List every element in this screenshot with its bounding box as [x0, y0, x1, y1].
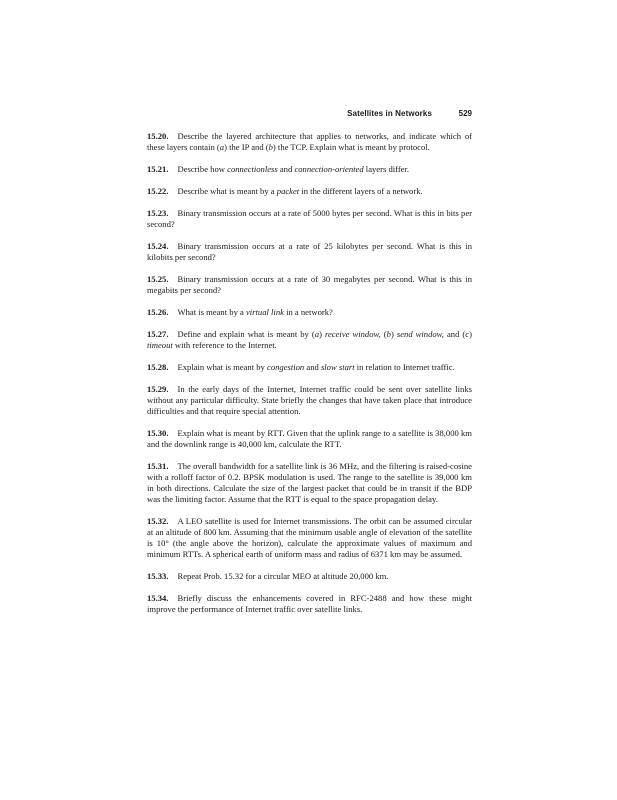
- problem-item: [147, 307, 472, 318]
- problem-number: 15.32.: [147, 516, 169, 526]
- problem-number: 15.33.: [147, 571, 169, 581]
- problem-number: 15.21.: [147, 164, 169, 174]
- problem-number: 15.23.: [147, 208, 169, 218]
- problem-text-italic: packet: [276, 186, 300, 196]
- problem-text: Binary transmission occurs at a rate of 5000 bytes per second. What is this in bits per second?: [147, 208, 472, 229]
- problem-item: [147, 384, 472, 417]
- problem-text: ): [390, 329, 397, 339]
- problem-text-italic: b: [386, 329, 391, 339]
- problem-number: 15.24.: [147, 241, 169, 251]
- problem-text: Define and explain what is meant by (: [177, 329, 315, 339]
- problem-number: 15.34.: [147, 593, 169, 603]
- problem-text-italic: connectionless: [227, 164, 278, 174]
- problem-item: [147, 274, 472, 296]
- problem-item: [147, 208, 472, 230]
- problem-text: Binary transmission occurs at a rate of 30 megabytes per second. What is this in megabits per second?: [147, 274, 472, 295]
- problem-text-italic: virtual link: [245, 307, 284, 317]
- problem-text-italic: a: [314, 329, 320, 339]
- problem-text-italic: a: [219, 142, 225, 152]
- problem-text: Explain what is meant by RTT. Given that the uplink range to a satellite is 38,000 km and the downlink range is 40,000 km, calculate the RTT.: [147, 428, 472, 449]
- problem-item: [147, 516, 472, 560]
- running-title: Satellites in Networks: [347, 109, 432, 118]
- problem-text: Describe the layered architecture that applies to networks, and indicate which of these layers contain (: [147, 131, 472, 152]
- problem-item: [147, 428, 472, 450]
- problem-item: [147, 164, 472, 175]
- problem-text: Repeat Prob. 15.32 for a circular MEO at altitude 20,000 km.: [177, 571, 389, 581]
- problem-text: ): [319, 329, 325, 339]
- problem-list: [147, 131, 472, 626]
- problem-number: 15.20.: [147, 131, 169, 141]
- problem-item: [147, 131, 472, 153]
- problem-text: and: [277, 164, 295, 174]
- problem-text: and: [304, 362, 321, 372]
- problem-text: The overall bandwidth for a satellite link is 36 MHz, and the filtering is raised-cosine with a rolloff factor of 0.2. BPSK modulation is used. The range to the satellite is 39,000 km in both directions. Calculate the size of the largest packet that could be in transit if the BDP was the limiting factor. Assume that the RTT is equal to the space propagation delay.: [147, 461, 472, 504]
- problem-text: Briefly discuss the enhancements covered in RFC-2488 and how these might improve the performance of Internet traffic over satellite links.: [147, 593, 472, 614]
- problem-text-italic: receive window,: [324, 329, 381, 339]
- problem-number: 15.29.: [147, 384, 169, 394]
- problem-number: 15.27.: [147, 329, 169, 339]
- problem-text: layers differ.: [363, 164, 410, 174]
- problem-text: (: [380, 329, 387, 339]
- problem-number: 15.25.: [147, 274, 169, 284]
- problem-item: [147, 186, 472, 197]
- problem-text-italic: c: [465, 329, 470, 339]
- problem-number: 15.28.: [147, 362, 169, 372]
- problem-item: [147, 329, 472, 351]
- problem-item: [147, 571, 472, 582]
- problem-text: ) the IP and (: [224, 142, 269, 152]
- problem-text: in relation to Internet traffic.: [354, 362, 455, 372]
- problem-number: 15.26.: [147, 307, 169, 317]
- problem-text-italic: timeout: [147, 340, 173, 350]
- problem-item: [147, 362, 472, 373]
- problem-text: Describe what is meant by a: [177, 186, 277, 196]
- problem-text: and (: [443, 329, 466, 339]
- problem-text-italic: connection-oriented: [294, 164, 364, 174]
- problem-number: 15.22.: [147, 186, 169, 196]
- problem-text-italic: b: [268, 142, 273, 152]
- problem-text: ): [469, 329, 472, 339]
- problem-text: with reference to the Internet.: [172, 340, 277, 350]
- problem-text-italic: slow start: [320, 362, 355, 372]
- problem-text: In the early days of the Internet, Internet traffic could be sent over satellite links without any particular difficulty. State briefly the changes that have taken place that introduce difficulties and that require special attention.: [147, 384, 472, 416]
- problem-text: in a network?: [283, 307, 333, 317]
- running-header: [147, 109, 472, 123]
- problem-text: A LEO satellite is used for Internet transmissions. The orbit can be assumed circular at an altitude of 800 km. Assuming that the minimum usable angle of elevation of the satellite is 10° (the angle above the horizon), calculate the approximate values of maximum and minimum RTTs. A spherical earth of uniform mass and radius of 6371 km may be assumed.: [147, 516, 472, 559]
- problem-text: What is meant by a: [177, 307, 246, 317]
- problem-number: 15.31.: [147, 461, 169, 471]
- problem-item: [147, 461, 472, 505]
- problem-text: in the different layers of a network.: [299, 186, 423, 196]
- page-number: 529: [458, 109, 472, 118]
- problem-text: ) the TCP. Explain what is meant by protocol.: [272, 142, 430, 152]
- problem-number: 15.30.: [147, 428, 169, 438]
- problem-item: [147, 241, 472, 263]
- problem-text-italic: send window,: [396, 329, 444, 339]
- problem-text-italic: congestion: [267, 362, 305, 372]
- problem-item: [147, 593, 472, 615]
- problem-text: Binary transmission occurs at a rate of 25 kilobytes per second. What is this in kilobits per second?: [147, 241, 472, 262]
- problem-text: Explain what is meant by: [177, 362, 267, 372]
- problem-text: Describe how: [177, 164, 228, 174]
